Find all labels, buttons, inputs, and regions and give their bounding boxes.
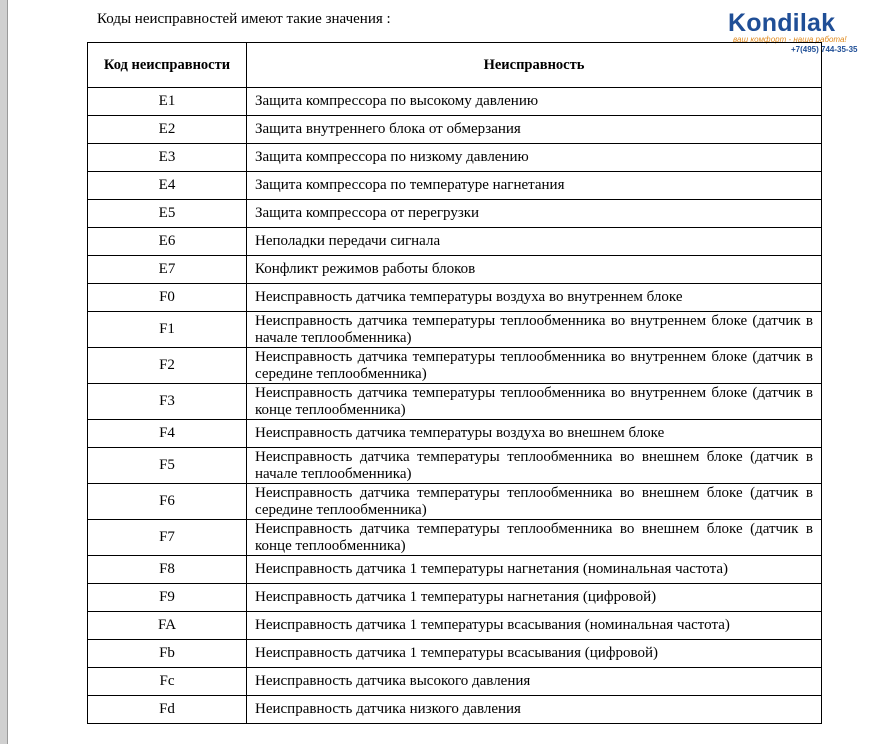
fault-description: Защита компрессора от перегрузки: [247, 200, 822, 228]
fault-description: Защита компрессора по высокому давлению: [247, 88, 822, 116]
fault-code: E2: [88, 116, 247, 144]
fault-code: Fd: [88, 696, 247, 724]
fault-description: Неполадки передачи сигнала: [247, 228, 822, 256]
fault-code: Fc: [88, 668, 247, 696]
fault-description: Защита компрессора по низкому давлению: [247, 144, 822, 172]
fault-code: F3: [88, 384, 247, 420]
fault-description: Неисправность датчика 1 температуры нагнетания (цифровой): [247, 584, 822, 612]
table-row: [88, 420, 822, 448]
error-codes-table: [87, 42, 822, 724]
logo-slogan: ваш комфорт - наша работа!: [733, 35, 847, 44]
table-row: [88, 556, 822, 584]
table-row: [88, 284, 822, 312]
table-row: [88, 88, 822, 116]
logo-phone: +7(495) 744-35-35: [791, 45, 858, 54]
table-row: [88, 612, 822, 640]
fault-code: Fb: [88, 640, 247, 668]
table-row: [88, 228, 822, 256]
fault-description: Неисправность датчика температуры теплообменника во внутреннем блоке (датчик в начале теплообменника): [247, 312, 822, 348]
table-row: [88, 256, 822, 284]
fault-description: Неисправность датчика 1 температуры всасывания (номинальная частота): [247, 612, 822, 640]
fault-code: F8: [88, 556, 247, 584]
table-row: [88, 520, 822, 556]
fault-code: E3: [88, 144, 247, 172]
page-edge: [0, 0, 8, 744]
fault-code: F6: [88, 484, 247, 520]
table-row: [88, 584, 822, 612]
logo-name: Kondilak: [728, 9, 836, 37]
header-fault: Неисправность: [247, 43, 822, 88]
fault-code: F7: [88, 520, 247, 556]
table-row: [88, 696, 822, 724]
fault-code: F9: [88, 584, 247, 612]
fault-description: Защита компрессора по температуре нагнетания: [247, 172, 822, 200]
fault-description: Неисправность датчика 1 температуры нагнетания (номинальная частота): [247, 556, 822, 584]
table-row: [88, 484, 822, 520]
fault-description: Конфликт режимов работы блоков: [247, 256, 822, 284]
fault-code: F1: [88, 312, 247, 348]
table-row: [88, 144, 822, 172]
table-row: [88, 312, 822, 348]
fault-description: Неисправность датчика температуры теплообменника во внутреннем блоке (датчик в конце теплообменника): [247, 384, 822, 420]
intro-text: Коды неисправностей имеют такие значения :: [97, 11, 391, 27]
table-row: [88, 116, 822, 144]
table-row: [88, 348, 822, 384]
fault-description: Неисправность датчика температуры теплообменника во внешнем блоке (датчик в начале теплообменника): [247, 448, 822, 484]
header-code: Код неисправности: [88, 43, 247, 88]
fault-description: Неисправность датчика температуры теплообменника во внешнем блоке (датчик в середине теплообменника): [247, 484, 822, 520]
fault-code: E6: [88, 228, 247, 256]
table-row: [88, 448, 822, 484]
fault-code: F2: [88, 348, 247, 384]
fault-code: FA: [88, 612, 247, 640]
fault-description: Неисправность датчика температуры теплообменника во внутреннем блоке (датчик в середине теплообменника): [247, 348, 822, 384]
fault-code: F0: [88, 284, 247, 312]
fault-code: E5: [88, 200, 247, 228]
fault-description: Неисправность датчика низкого давления: [247, 696, 822, 724]
fault-description: Защита внутреннего блока от обмерзания: [247, 116, 822, 144]
table-header-row: [88, 43, 822, 88]
fault-description: Неисправность датчика температуры воздуха во внешнем блоке: [247, 420, 822, 448]
table-row: [88, 640, 822, 668]
fault-code: E7: [88, 256, 247, 284]
fault-code: E4: [88, 172, 247, 200]
fault-code: F5: [88, 448, 247, 484]
table-row: [88, 668, 822, 696]
fault-code: F4: [88, 420, 247, 448]
fault-description: Неисправность датчика температуры теплообменника во внешнем блоке (датчик в конце теплообменника): [247, 520, 822, 556]
fault-description: Неисправность датчика температуры воздуха во внутреннем блоке: [247, 284, 822, 312]
table-row: [88, 200, 822, 228]
fault-description: Неисправность датчика высокого давления: [247, 668, 822, 696]
table-row: [88, 384, 822, 420]
fault-description: Неисправность датчика 1 температуры всасывания (цифровой): [247, 640, 822, 668]
fault-code: E1: [88, 88, 247, 116]
table-row: [88, 172, 822, 200]
